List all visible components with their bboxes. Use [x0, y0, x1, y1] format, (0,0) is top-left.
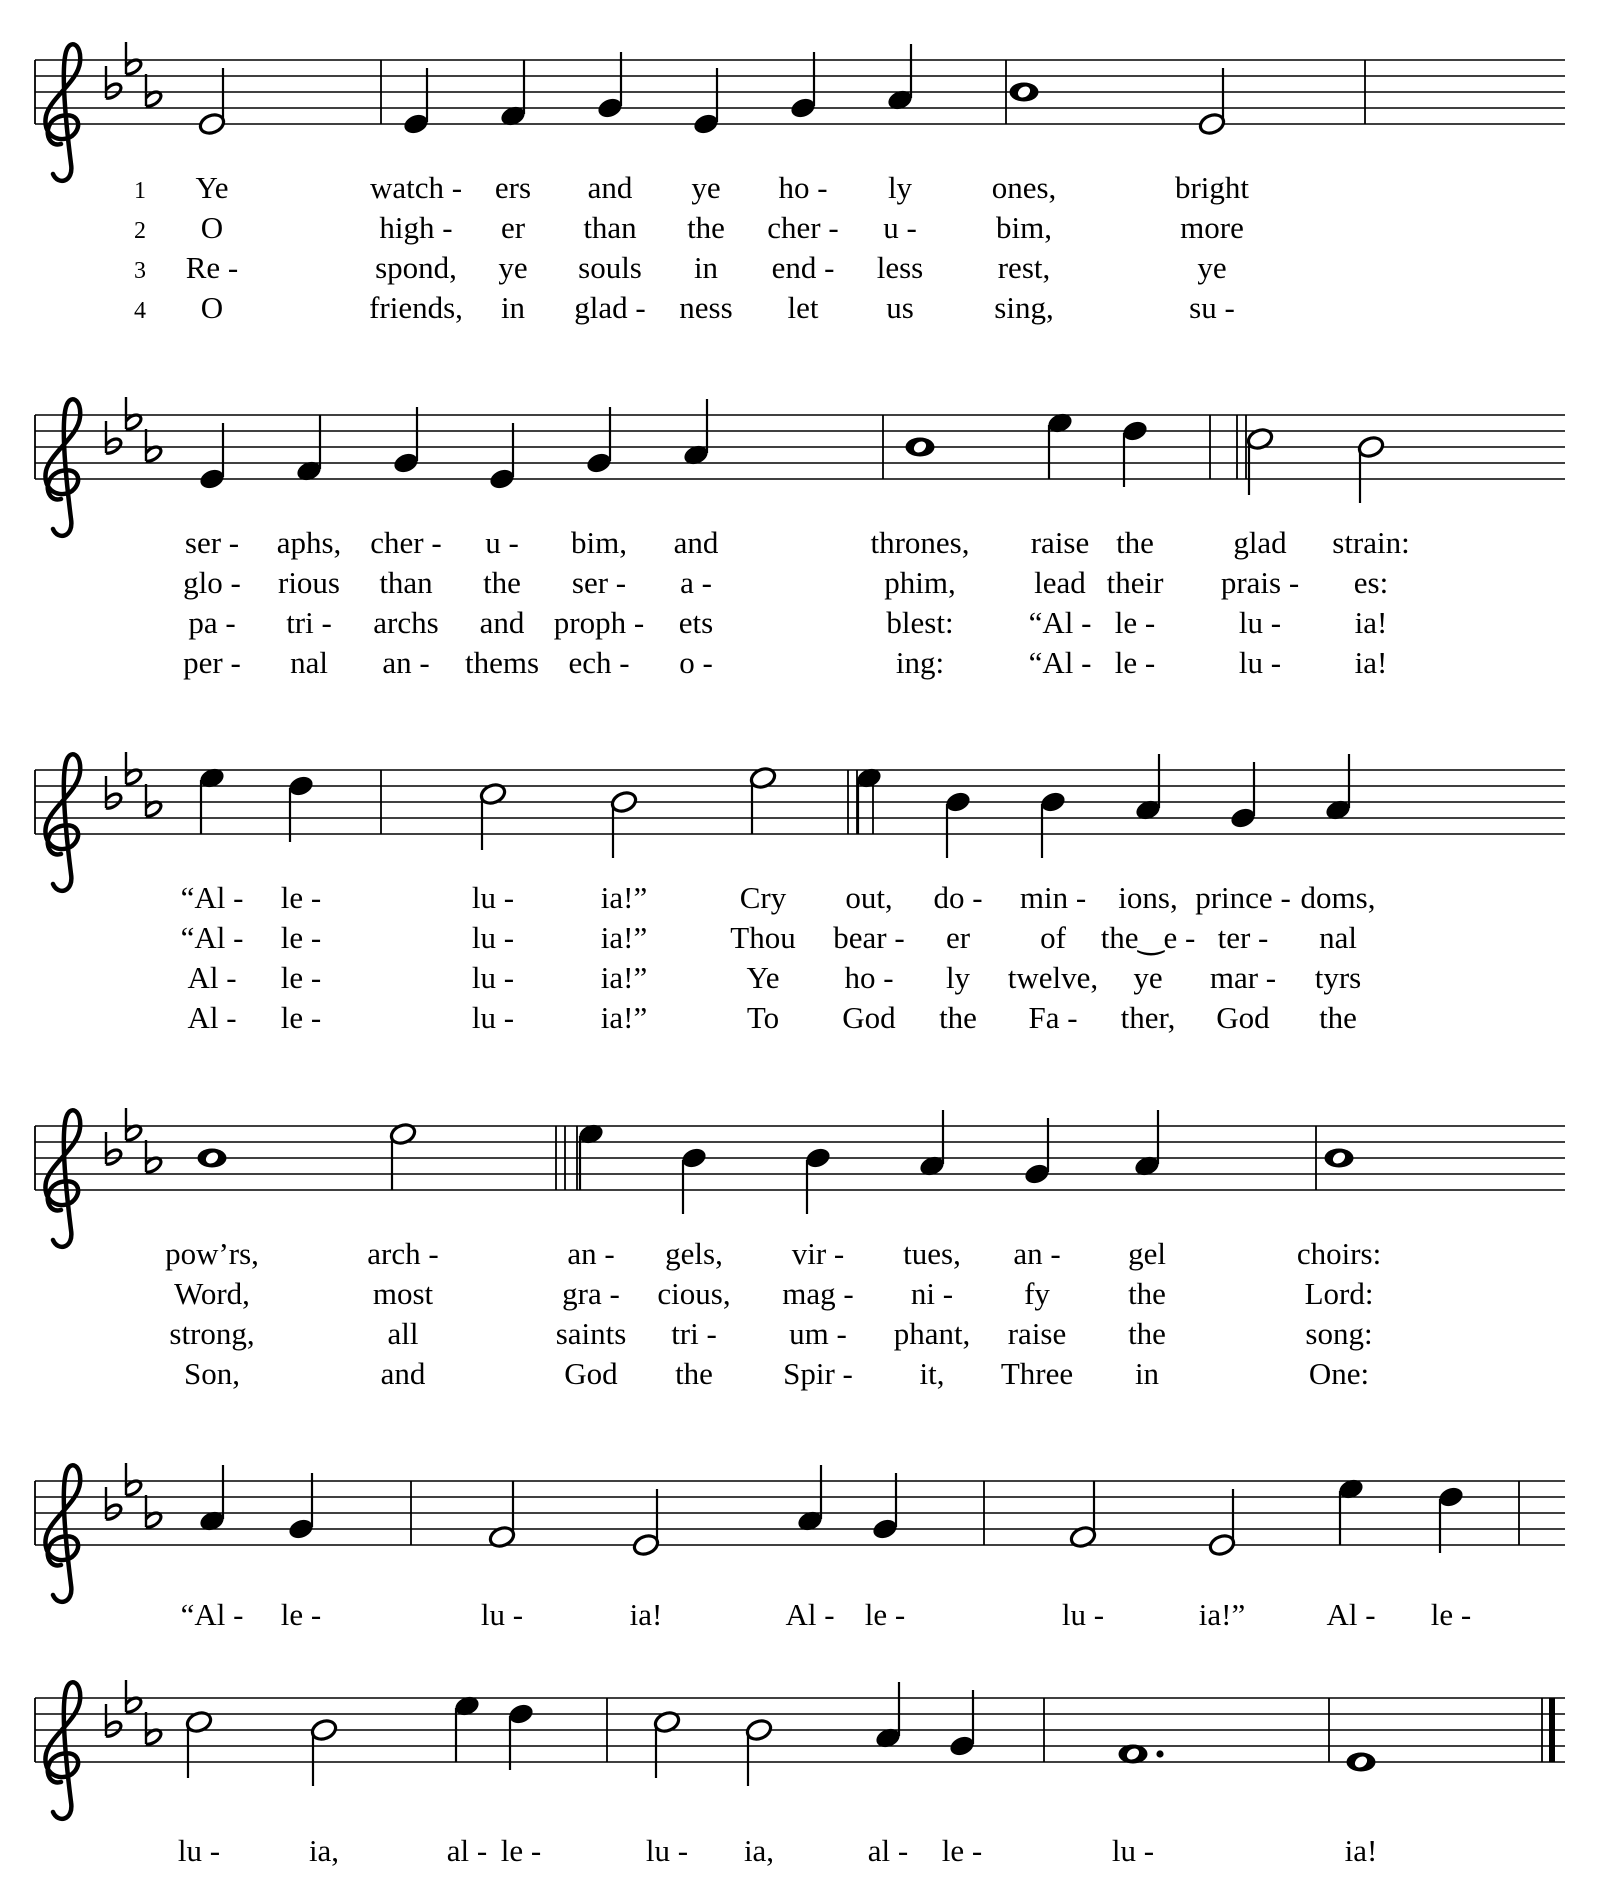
lyric-syllable: most: [372, 1276, 434, 1311]
lyric-syllable: saints: [555, 1316, 627, 1351]
note: [488, 423, 517, 491]
lyric-syllable: Al -: [187, 960, 237, 995]
lyric-syllable: ia,: [308, 1833, 340, 1868]
lyric-syllable: To: [746, 1000, 780, 1035]
lyric-syllable: lu -: [471, 1000, 515, 1035]
note: [1337, 1477, 1366, 1545]
lyric-syllable: glad -: [574, 290, 646, 325]
lyric-syllable: souls: [578, 250, 642, 285]
note: [499, 60, 528, 128]
lyric-syllable: ia!”: [600, 1000, 648, 1035]
lyric-syllable: Re -: [185, 250, 239, 285]
note: [906, 438, 935, 457]
lyric-syllable: o -: [679, 645, 713, 680]
lyric-syllable: spond,: [375, 250, 457, 285]
flat-icon: [146, 1140, 161, 1172]
lyric-syllable: ions,: [1118, 880, 1178, 915]
note: [1023, 1118, 1052, 1186]
flat-icon: [146, 784, 161, 816]
lyric-syllable: all: [387, 1316, 419, 1351]
lyric-syllable: u -: [485, 525, 519, 560]
note: [789, 52, 818, 120]
lyric-syllable: us: [886, 290, 914, 325]
lyric-syllable: phant,: [893, 1316, 971, 1351]
verse-number: 3: [134, 258, 146, 284]
treble-clef-icon: [45, 1465, 80, 1602]
lyric-syllable: and: [673, 525, 719, 560]
lyric-syllable: le -: [280, 1597, 322, 1632]
note: [680, 1146, 709, 1214]
lyric-syllable: ones,: [991, 170, 1057, 205]
note: [198, 766, 227, 834]
lyric-syllable: ye: [1197, 250, 1227, 285]
lyric-syllable: the‿e -: [1100, 920, 1196, 955]
lyric-syllable: gels,: [665, 1236, 723, 1271]
lyric-syllable: bright: [1174, 170, 1250, 205]
lyric-syllable: le -: [500, 1833, 542, 1868]
lyric-syllable: ia!: [1354, 605, 1388, 640]
staff-lines: [35, 1698, 1565, 1762]
lyric-syllable: vir -: [791, 1236, 845, 1271]
lyric-syllable: ia,: [743, 1833, 775, 1868]
lyric-syllable: ing:: [895, 645, 945, 680]
lyric-syllable: Three: [1000, 1356, 1074, 1391]
note: [596, 52, 625, 120]
lyric-syllable: in: [1134, 1356, 1160, 1391]
note: [198, 1465, 227, 1533]
lyric-syllable: ness: [679, 290, 733, 325]
key-signature: [106, 1680, 161, 1744]
lyric-syllable: friends,: [369, 290, 463, 325]
lyric-syllable: end -: [771, 250, 835, 285]
lyric-syllable: and: [479, 605, 525, 640]
lyric-syllable: nal: [1319, 920, 1357, 955]
lyric-syllable: and: [587, 170, 633, 205]
lyric-syllable: more: [1180, 210, 1244, 245]
treble-clef-icon: [45, 754, 80, 891]
lyric-syllable: glo -: [183, 565, 241, 600]
lyric-syllable: sing,: [994, 290, 1054, 325]
note: [1437, 1485, 1466, 1553]
flat-icon: [146, 1712, 161, 1744]
lyric-syllable: Cry: [739, 880, 787, 915]
note: [1357, 435, 1386, 503]
note: [389, 1122, 418, 1190]
lyric-syllable: Ye: [746, 960, 780, 995]
lyric-syllable: per -: [183, 645, 241, 680]
lyric-syllable: Thou: [730, 920, 796, 955]
note: [944, 790, 973, 858]
lyric-syllable: an -: [567, 1236, 615, 1271]
note: [886, 44, 915, 112]
note: [1039, 790, 1068, 858]
lyric-syllable: cious,: [657, 1276, 731, 1311]
lyric-syllable: ech -: [568, 645, 630, 680]
treble-clef-icon: [45, 44, 80, 181]
lyric-syllable: tri -: [286, 605, 332, 640]
lyric-syllable: thrones,: [870, 525, 970, 560]
lyric-syllable: ther,: [1120, 1000, 1176, 1035]
lyric-syllable: Lord:: [1304, 1276, 1374, 1311]
lyric-syllable: er: [500, 210, 526, 245]
lyric-syllable: let: [787, 290, 819, 325]
lyric-syllable: “Al -: [1028, 605, 1092, 640]
lyric-syllable: le -: [1430, 1597, 1472, 1632]
lyric-syllable: their: [1106, 565, 1164, 600]
lyric-syllable: of: [1040, 920, 1066, 955]
lyric-syllable: song:: [1305, 1316, 1373, 1351]
lyric-syllable: lead: [1034, 565, 1086, 600]
note: [610, 790, 639, 858]
note: [1325, 1149, 1354, 1168]
lyric-syllable: ia!”: [600, 960, 648, 995]
note: [1069, 1481, 1098, 1549]
flat-icon: [106, 1487, 121, 1519]
lyric-syllable: proph -: [553, 605, 645, 640]
lyric-syllable: Fa -: [1028, 1000, 1078, 1035]
lyric-syllable: lu -: [645, 1833, 689, 1868]
lyric-syllable: pa -: [188, 605, 236, 640]
lyric-syllable: watch -: [369, 170, 463, 205]
key-signature: [106, 397, 161, 461]
note: [804, 1146, 833, 1214]
note: [682, 399, 711, 467]
lyric-syllable: min -: [1019, 880, 1087, 915]
lyric-syllable: twelve,: [1007, 960, 1099, 995]
lyric-syllable: raise: [1030, 525, 1090, 560]
lyric-syllable: er: [945, 920, 971, 955]
lyric-syllable: ia!: [1354, 645, 1388, 680]
lyric-syllable: arch -: [367, 1236, 439, 1271]
lyric-syllable: ho -: [844, 960, 894, 995]
verse-number: 1: [134, 178, 146, 204]
lyric-syllable: in: [693, 250, 719, 285]
note: [198, 423, 227, 491]
lyric-syllable: Al -: [187, 1000, 237, 1035]
note: [1119, 1745, 1164, 1764]
lyric-syllable: ia!”: [600, 920, 648, 955]
lyric-syllable: out,: [845, 880, 893, 915]
lyric-syllable: ser -: [571, 565, 627, 600]
key-signature: [106, 1463, 161, 1527]
lyric-syllable: in: [500, 290, 526, 325]
lyric-syllable: Word,: [174, 1276, 250, 1311]
note: [1229, 762, 1258, 830]
note: [874, 1682, 903, 1750]
verse-number: 4: [134, 298, 146, 324]
lyric-syllable: the: [687, 210, 725, 245]
lyric-syllable: blest:: [886, 605, 954, 640]
note: [632, 1489, 661, 1557]
lyric-syllable: le -: [941, 1833, 983, 1868]
key-signature: [106, 42, 161, 106]
note: [310, 1718, 339, 1786]
lyric-syllable: rest,: [997, 250, 1051, 285]
note: [1246, 427, 1275, 495]
lyric-syllable: ia!”: [1198, 1597, 1246, 1632]
lyric-syllable: al -: [446, 1833, 488, 1868]
lyric-syllable: the: [1116, 525, 1154, 560]
note: [1134, 754, 1163, 822]
note: [1347, 1753, 1376, 1772]
lyric-syllable: ia!: [1344, 1833, 1378, 1868]
lyric-syllable: tyrs: [1314, 960, 1362, 995]
lyric-syllable: ye: [498, 250, 528, 285]
lyric-syllable: le -: [1114, 605, 1156, 640]
lyric-syllable: an -: [1013, 1236, 1061, 1271]
lyric-syllable: lu -: [177, 1833, 221, 1868]
lyric-syllable: ia!”: [600, 880, 648, 915]
lyric-syllable: aphs,: [276, 525, 342, 560]
staff-system: [35, 42, 1565, 325]
note: [1121, 419, 1150, 487]
lyric-syllable: doms,: [1300, 880, 1376, 915]
note: [745, 1718, 774, 1786]
lyric-syllable: ye: [691, 170, 721, 205]
staff-system: [35, 1680, 1565, 1868]
lyric-syllable: less: [876, 250, 924, 285]
note: [1010, 83, 1039, 102]
note: [287, 774, 316, 842]
note: [198, 68, 227, 136]
lyric-syllable: a -: [680, 565, 712, 600]
flat-icon: [126, 397, 141, 429]
lyric-syllable: al -: [867, 1833, 909, 1868]
treble-clef-icon: [45, 1682, 80, 1819]
note: [653, 1710, 682, 1778]
lyric-syllable: um -: [789, 1316, 847, 1351]
note: [796, 1465, 825, 1533]
lyric-syllable: cher -: [767, 210, 839, 245]
lyric-syllable: le -: [864, 1597, 906, 1632]
flat-icon: [106, 421, 121, 453]
note: [1208, 1489, 1237, 1557]
note: [577, 1122, 606, 1190]
lyric-syllable: ia!: [629, 1597, 663, 1632]
lyric-syllable: le -: [280, 920, 322, 955]
staff-lines: [35, 415, 1565, 479]
lyric-syllable: gel: [1128, 1236, 1166, 1271]
flat-icon: [146, 429, 161, 461]
lyric-syllable: do -: [933, 880, 983, 915]
lyric-syllable: the: [1128, 1276, 1166, 1311]
note: [453, 1694, 482, 1762]
note: [402, 68, 431, 136]
note: [507, 1702, 536, 1770]
lyric-syllable: ers: [494, 170, 532, 205]
note: [1198, 68, 1227, 136]
lyric-syllable: le -: [280, 960, 322, 995]
lyric-syllable: “Al -: [1028, 645, 1092, 680]
lyric-syllable: ni -: [910, 1276, 954, 1311]
flat-icon: [126, 1108, 141, 1140]
treble-clef-icon: [45, 1110, 80, 1247]
note: [692, 68, 721, 136]
lyric-syllable: lu -: [1111, 1833, 1155, 1868]
note: [1324, 754, 1353, 822]
note: [488, 1481, 517, 1549]
lyric-syllable: bim,: [571, 525, 627, 560]
note: [1133, 1110, 1162, 1178]
key-signature: [106, 1108, 161, 1172]
verse-number: 2: [134, 218, 146, 244]
lyric-syllable: raise: [1007, 1316, 1067, 1351]
note: [585, 407, 614, 475]
flat-icon: [106, 1132, 121, 1164]
lyric-syllable: archs: [373, 605, 439, 640]
lyric-syllable: “Al -: [180, 1597, 244, 1632]
lyric-syllable: thems: [464, 645, 540, 680]
lyric-syllable: lu -: [1238, 605, 1282, 640]
lyric-syllable: le -: [280, 1000, 322, 1035]
lyric-syllable: lu -: [471, 960, 515, 995]
lyric-syllable: mag -: [782, 1276, 854, 1311]
note: [198, 1149, 227, 1168]
note: [295, 415, 324, 483]
flat-icon: [106, 776, 121, 808]
lyric-syllable: phim,: [884, 565, 956, 600]
lyric-syllable: strong,: [169, 1316, 255, 1351]
flat-icon: [126, 752, 141, 784]
note: [392, 407, 421, 475]
lyric-syllable: tri -: [671, 1316, 717, 1351]
staff-system: [35, 397, 1565, 680]
flat-icon: [106, 66, 121, 98]
lyric-syllable: lu -: [471, 920, 515, 955]
lyric-syllable: cher -: [370, 525, 442, 560]
lyric-syllable: bim,: [996, 210, 1052, 245]
lyric-syllable: lu -: [471, 880, 515, 915]
lyric-syllable: Son,: [184, 1356, 240, 1391]
lyric-syllable: ets: [678, 605, 714, 640]
lyric-syllable: le -: [280, 880, 322, 915]
staff-lines: [35, 1481, 1565, 1545]
note: [918, 1110, 947, 1178]
lyric-syllable: gra -: [562, 1276, 620, 1311]
lyric-syllable: an -: [382, 645, 430, 680]
lyric-syllable: than: [583, 210, 637, 245]
lyric-syllable: Ye: [195, 170, 229, 205]
note: [479, 782, 508, 850]
lyric-syllable: u -: [883, 210, 917, 245]
lyric-syllable: the: [675, 1356, 713, 1391]
lyric-syllable: le -: [1114, 645, 1156, 680]
flat-icon: [126, 1463, 141, 1495]
lyric-syllable: “Al -: [180, 880, 244, 915]
lyric-syllable: prince -: [1195, 880, 1291, 915]
lyric-syllable: prais -: [1220, 565, 1300, 600]
lyric-syllable: Al -: [785, 1597, 835, 1632]
key-signature: [106, 752, 161, 816]
lyric-syllable: lu -: [1061, 1597, 1105, 1632]
flat-icon: [146, 1495, 161, 1527]
lyric-syllable: ly: [887, 170, 913, 205]
flat-icon: [126, 1680, 141, 1712]
lyric-syllable: mar -: [1209, 960, 1277, 995]
lyric-syllable: choirs:: [1296, 1236, 1382, 1271]
note: [749, 766, 778, 834]
lyric-syllable: Spir -: [783, 1356, 853, 1391]
dot: [1156, 1750, 1163, 1757]
lyric-syllable: su -: [1189, 290, 1235, 325]
lyric-syllable: lu -: [480, 1597, 524, 1632]
lyric-syllable: One:: [1308, 1356, 1370, 1391]
lyric-syllable: and: [380, 1356, 426, 1391]
lyric-syllable: God: [564, 1356, 618, 1391]
lyric-syllable: the: [939, 1000, 977, 1035]
note: [948, 1690, 977, 1758]
note: [1046, 411, 1075, 479]
lyric-syllable: pow’rs,: [165, 1236, 259, 1271]
flat-icon: [106, 1704, 121, 1736]
note: [287, 1473, 316, 1541]
staff-system: [35, 1463, 1565, 1632]
lyric-syllable: lu -: [1238, 645, 1282, 680]
lyric-syllable: es:: [1353, 565, 1389, 600]
lyric-syllable: ser -: [184, 525, 240, 560]
treble-clef-icon: [45, 399, 80, 536]
lyric-syllable: the: [483, 565, 521, 600]
staff-system: [35, 1108, 1565, 1391]
lyric-syllable: God: [1216, 1000, 1270, 1035]
lyric-syllable: Al -: [1326, 1597, 1376, 1632]
lyric-syllable: fy: [1024, 1276, 1050, 1311]
lyric-syllable: “Al -: [180, 920, 244, 955]
flat-icon: [126, 42, 141, 74]
lyric-syllable: bear -: [833, 920, 905, 955]
lyric-syllable: ter -: [1217, 920, 1269, 955]
lyric-syllable: nal: [290, 645, 328, 680]
lyric-syllable: tues,: [903, 1236, 961, 1271]
lyric-syllable: ye: [1133, 960, 1163, 995]
note: [871, 1473, 900, 1541]
flat-icon: [146, 74, 161, 106]
note: [185, 1710, 214, 1778]
lyric-syllable: the: [1128, 1316, 1166, 1351]
lyric-syllable: strain:: [1332, 525, 1410, 560]
lyric-syllable: ly: [945, 960, 971, 995]
lyric-syllable: than: [379, 565, 433, 600]
lyric-syllable: ho -: [778, 170, 828, 205]
note: [855, 766, 884, 834]
lyric-syllable: the: [1319, 1000, 1357, 1035]
staff-system: [35, 752, 1565, 1035]
lyric-syllable: it,: [919, 1356, 945, 1391]
lyric-syllable: O: [200, 210, 224, 245]
lyric-syllable: O: [200, 290, 224, 325]
lyric-syllable: rious: [278, 565, 340, 600]
lyric-syllable: God: [842, 1000, 896, 1035]
lyric-syllable: high -: [379, 210, 453, 245]
lyric-syllable: glad: [1233, 525, 1287, 560]
